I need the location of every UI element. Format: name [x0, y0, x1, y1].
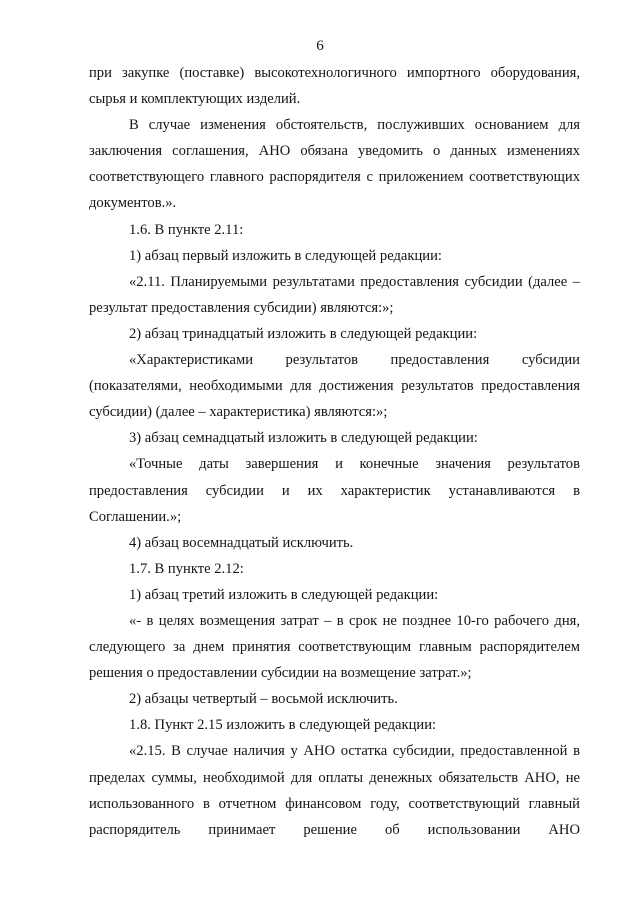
paragraph-item-1-8: 1.8. Пункт 2.15 изложить в следующей редакции: — [129, 717, 437, 734]
paragraph-quote-2-11: «2.11. Планируемыми результатами предоставления субсидии (далее – результат предоставления субсидии) являются:»; — [89, 273, 580, 316]
paragraph-1-6-sub-1: 1) абзац первый изложить в следующей редакции: — [129, 247, 442, 264]
paragraph-quote-exact-dates: «Точные даты завершения и конечные значения результатов предоставления субсидии и их характеристик устанавливаются в Соглашении.»; — [89, 456, 580, 525]
paragraph-continuation: при закупке (поставке) высокотехнологичного импортного оборудования, сырья и комплектующих изделий. — [89, 65, 580, 108]
page-number: 6 — [316, 38, 324, 54]
paragraph-quote-characteristics: «Характеристиками результатов предоставления субсидии (показателями, необходимыми для достижения результатов предоставления субсидии) (далее – характеристика) являются:»; — [89, 352, 580, 421]
paragraph-item-1-7: 1.7. В пункте 2.12: — [129, 560, 244, 577]
paragraph-1-7-sub-2: 2) абзацы четвертый – восьмой исключить. — [129, 691, 398, 708]
paragraph-1-6-sub-2: 2) абзац тринадцатый изложить в следующей редакции: — [129, 325, 478, 342]
document-body — [89, 60, 580, 843]
paragraph-1-7-sub-1: 1) абзац третий изложить в следующей редакции: — [129, 586, 439, 603]
paragraph-quote-2-15: «2.15. В случае наличия у АНО остатка субсидии, предоставленной в пределах суммы, необходимой для оплаты денежных обязательств АНО, не использованного в отчетном финансовом году, соответствующий главный распорядитель принимает решение об использовании АНО — [89, 743, 580, 838]
paragraph-notification-clause: В случае изменения обстоятельств, послуживших основанием для заключения соглашения, АНО обязана уведомить о данных изменениях соответствующего главного распорядителя с приложением соответствующих документов.». — [89, 117, 580, 212]
paragraph-item-1-6: 1.6. В пункте 2.11: — [129, 221, 244, 238]
paragraph-1-6-sub-3: 3) абзац семнадцатый изложить в следующей редакции: — [129, 430, 478, 447]
paragraph-quote-reimbursement: «- в целях возмещения затрат – в срок не позднее 10-го рабочего дня, следующего за днем принятия соответствующим главным распорядителем решения о предоставлении субсидии на возмещение затрат.»; — [89, 612, 580, 682]
paragraph-1-6-sub-4: 4) абзац восемнадцатый исключить. — [129, 534, 354, 551]
